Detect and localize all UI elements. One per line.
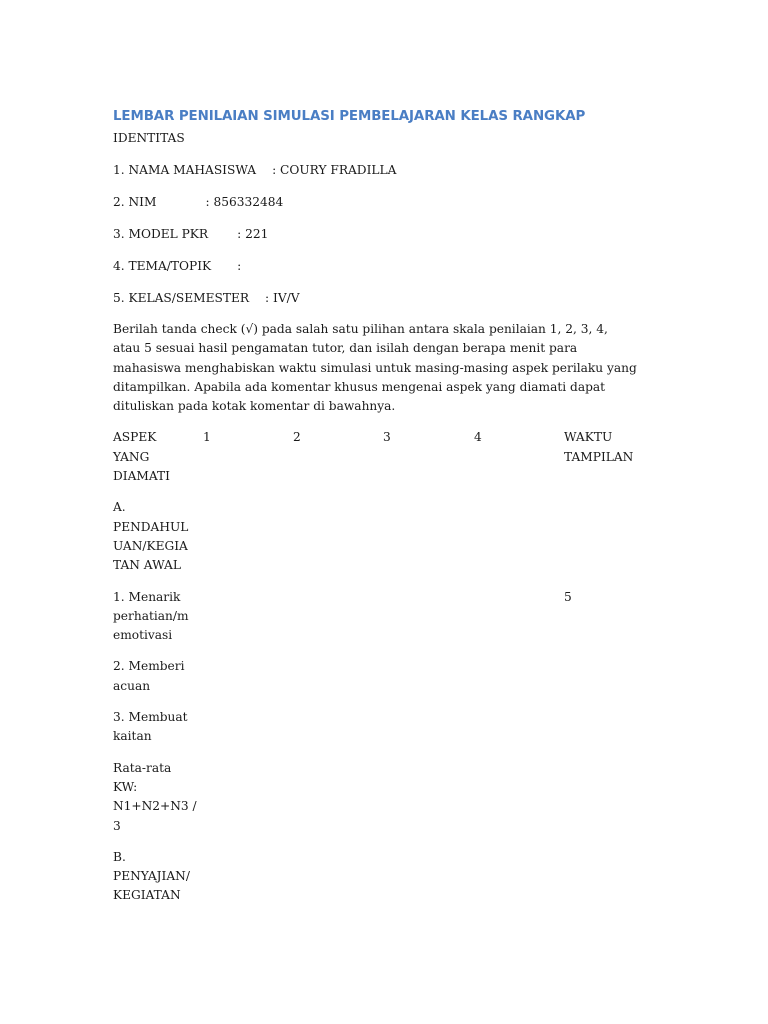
- field-label: 3. MODEL PKR: [113, 227, 209, 241]
- field-value: : 221: [237, 227, 269, 241]
- table-header-row: [113, 428, 653, 486]
- field-kelas-semester: [113, 288, 653, 308]
- instructions-paragraph: Berilah tanda check (√) pada salah satu pilihan antara skala penilaian 1, 2, 3, 4, atau 5 sesuai hasil pengamatan tutor, dan isilah dengan berapa menit para mahasiswa menghabiskan waktu simulasi untuk masing-masing aspek perilaku yang ditampilkan. Apabila ada komentar khusus mengenai aspek yang diamati dapat dituliskan pada kotak komentar di bawahnya.: [113, 322, 637, 414]
- cell-scale-3: [383, 588, 474, 646]
- document-title: LEMBAR PENILAIAN SIMULASI PEMBELAJARAN KELAS RANGKAP: [113, 109, 586, 124]
- header-aspek: ASPEK YANG DIAMATI: [113, 430, 170, 484]
- table-row: [113, 759, 653, 836]
- row-aspect-label: B. PENYAJIAN/ KEGIATAN: [113, 849, 190, 903]
- header-scale-4: 4: [474, 430, 482, 445]
- field-nim: [113, 192, 653, 212]
- header-waktu-tampilan: WAKTU TAMPILAN: [564, 430, 634, 464]
- row-aspect-label: Rata-rata KW: N1+N2+N3 / 3: [113, 760, 197, 833]
- field-value: :: [237, 259, 242, 273]
- field-label: 1. NAMA MAHASISWA: [113, 163, 257, 177]
- table-row: [113, 498, 653, 575]
- field-label: 2. NIM: [113, 195, 157, 209]
- field-value: : COURY FRADILLA: [272, 163, 397, 177]
- table-row: [113, 708, 653, 747]
- field-tema-topik: [113, 256, 653, 276]
- field-label: 5. KELAS/SEMESTER: [113, 291, 250, 305]
- document-page: [113, 106, 653, 918]
- row-aspect-label: A. PENDAHUL UAN/KEGIA TAN AWAL: [113, 500, 189, 573]
- table-row: [113, 657, 653, 696]
- field-label: 4. TEMA/TOPIK: [113, 259, 212, 273]
- row-aspect-label: 3. Membuat kaitan: [113, 710, 188, 744]
- row-aspect-label: 2. Memberi acuan: [113, 659, 185, 693]
- table-row: [113, 588, 653, 646]
- header-scale-3: 3: [383, 430, 391, 445]
- assessment-table: [113, 428, 653, 905]
- field-nama-mahasiswa: [113, 160, 653, 180]
- row-aspect-label: 1. Menarik perhatian/m emotivasi: [113, 589, 189, 643]
- cell-scale-4: [474, 588, 564, 646]
- header-scale-1: 1: [203, 430, 211, 445]
- section-label-identitas: IDENTITAS: [113, 131, 185, 145]
- header-scale-2: 2: [293, 430, 301, 445]
- table-row: [113, 848, 653, 906]
- field-value: : IV/V: [265, 291, 300, 305]
- cell-scale-2: [293, 588, 383, 646]
- cell-waktu: 5: [564, 589, 572, 604]
- cell-scale-1: [203, 588, 293, 646]
- field-model-pkr: [113, 224, 653, 244]
- field-value: : 856332484: [205, 195, 284, 209]
